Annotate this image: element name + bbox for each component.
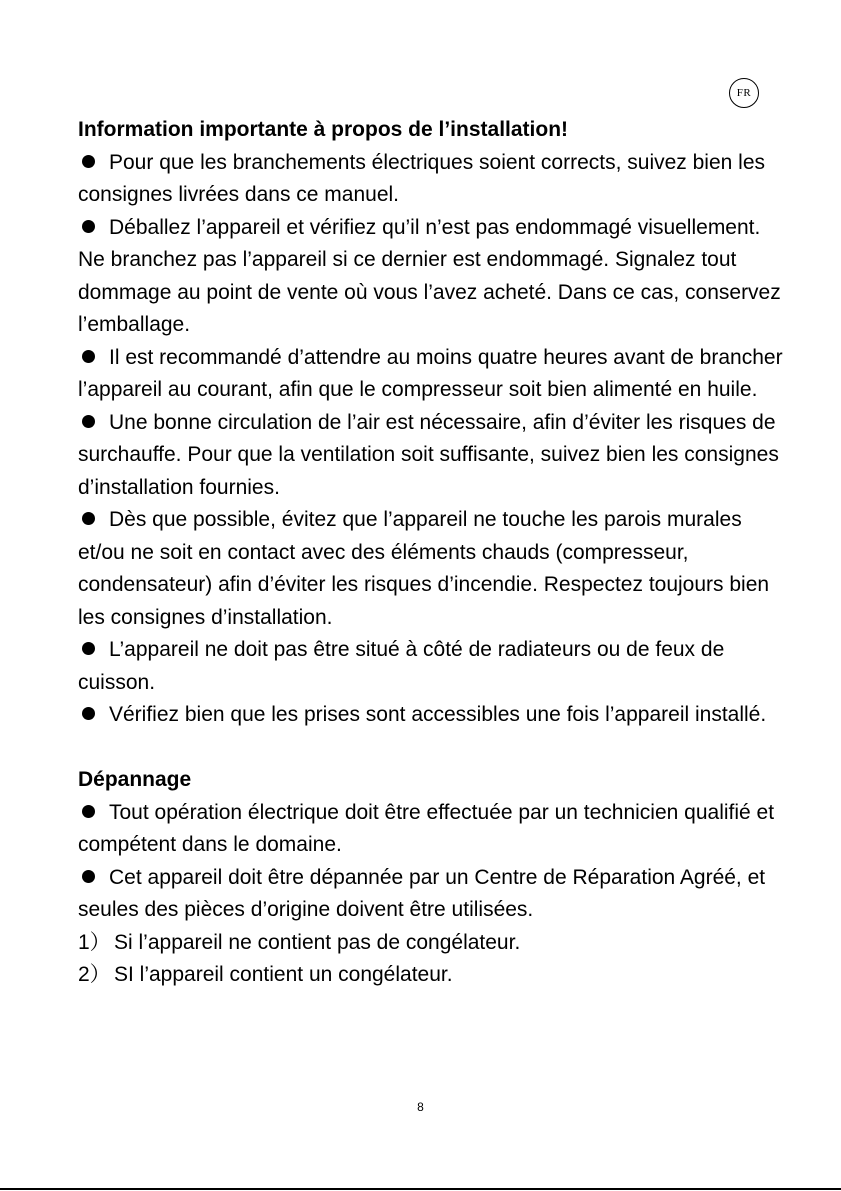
- bullet-icon: [82, 415, 95, 428]
- bullet-icon: [82, 220, 95, 233]
- installation-heading: Information importante à propos de l’installation!: [78, 118, 569, 141]
- list-item: [78, 797, 793, 862]
- bullet-icon: [82, 870, 95, 883]
- list-item-text: Déballez l’appareil et vérifiez qu’il n’est pas endommagé visuellement. Ne branchez pas l’appareil si ce dernier est endommagé. Signalez tout dommage au point de vente où vous l’avez acheté. Dans ce cas, conservez l’emballage.: [78, 215, 781, 336]
- list-item-text: Une bonne circulation de l’air est nécessaire, afin d’éviter les risques de surchauffe. Pour que la ventilation soit suffisante, suivez bien les consignes d’installation fournies.: [78, 410, 779, 499]
- bullet-icon: [82, 707, 95, 720]
- list-item-text: L’appareil ne doit pas être situé à côté de radiateurs ou de feux de cuisson.: [78, 638, 725, 694]
- language-badge: [729, 78, 759, 108]
- list-item-text: Dès que possible, évitez que l’appareil ne touche les parois murales et/ou ne soit en contact avec des éléments chauds (compresseur, condensateur) afin d’éviter les risques d’incendie. Respectez toujours bien les consignes d’installation.: [78, 508, 770, 629]
- list-item: [78, 504, 793, 634]
- document-body: [78, 114, 793, 992]
- bullet-icon: [82, 512, 95, 525]
- numbered-item-text: SI l’appareil contient un congélateur.: [114, 963, 453, 986]
- section-spacer: [78, 732, 793, 765]
- numbered-item-label: 2）: [78, 963, 111, 986]
- list-item: [78, 862, 793, 927]
- numbered-item: [78, 959, 793, 992]
- bullet-icon: [82, 350, 95, 363]
- bottom-divider: [0, 1188, 841, 1190]
- bullet-icon: [82, 805, 95, 818]
- list-item-text: Vérifiez bien que les prises sont accessibles une fois l’appareil installé.: [109, 703, 767, 726]
- language-badge-label: FR: [736, 87, 752, 99]
- bullet-icon: [82, 155, 95, 168]
- list-item: [78, 699, 793, 732]
- list-item-text: Tout opération électrique doit être effectuée par un technicien qualifié et compétent dans le domaine.: [78, 800, 775, 856]
- list-item: [78, 212, 793, 342]
- list-item: [78, 342, 793, 407]
- list-item-text: Cet appareil doit être dépannée par un Centre de Réparation Agréé, et seules des pièces d’origine doivent être utilisées.: [78, 865, 766, 921]
- numbered-item-text: Si l’appareil ne contient pas de congélateur.: [114, 930, 521, 954]
- numbered-item-label: 1）: [78, 930, 111, 954]
- list-item-text: Il est recommandé d’attendre au moins quatre heures avant de brancher l’appareil au courant, afin que le compresseur soit bien alimenté en huile.: [78, 345, 783, 401]
- list-item: [78, 634, 793, 699]
- bullet-icon: [82, 642, 95, 655]
- repair-heading: Dépannage: [78, 768, 192, 791]
- page-number: 8: [417, 1100, 424, 1114]
- numbered-item: [78, 927, 793, 960]
- list-item: [78, 147, 793, 212]
- list-item: [78, 407, 793, 505]
- list-item-text: Pour que les branchements électriques soient corrects, suivez bien les consignes livrées dans ce manuel.: [78, 150, 766, 206]
